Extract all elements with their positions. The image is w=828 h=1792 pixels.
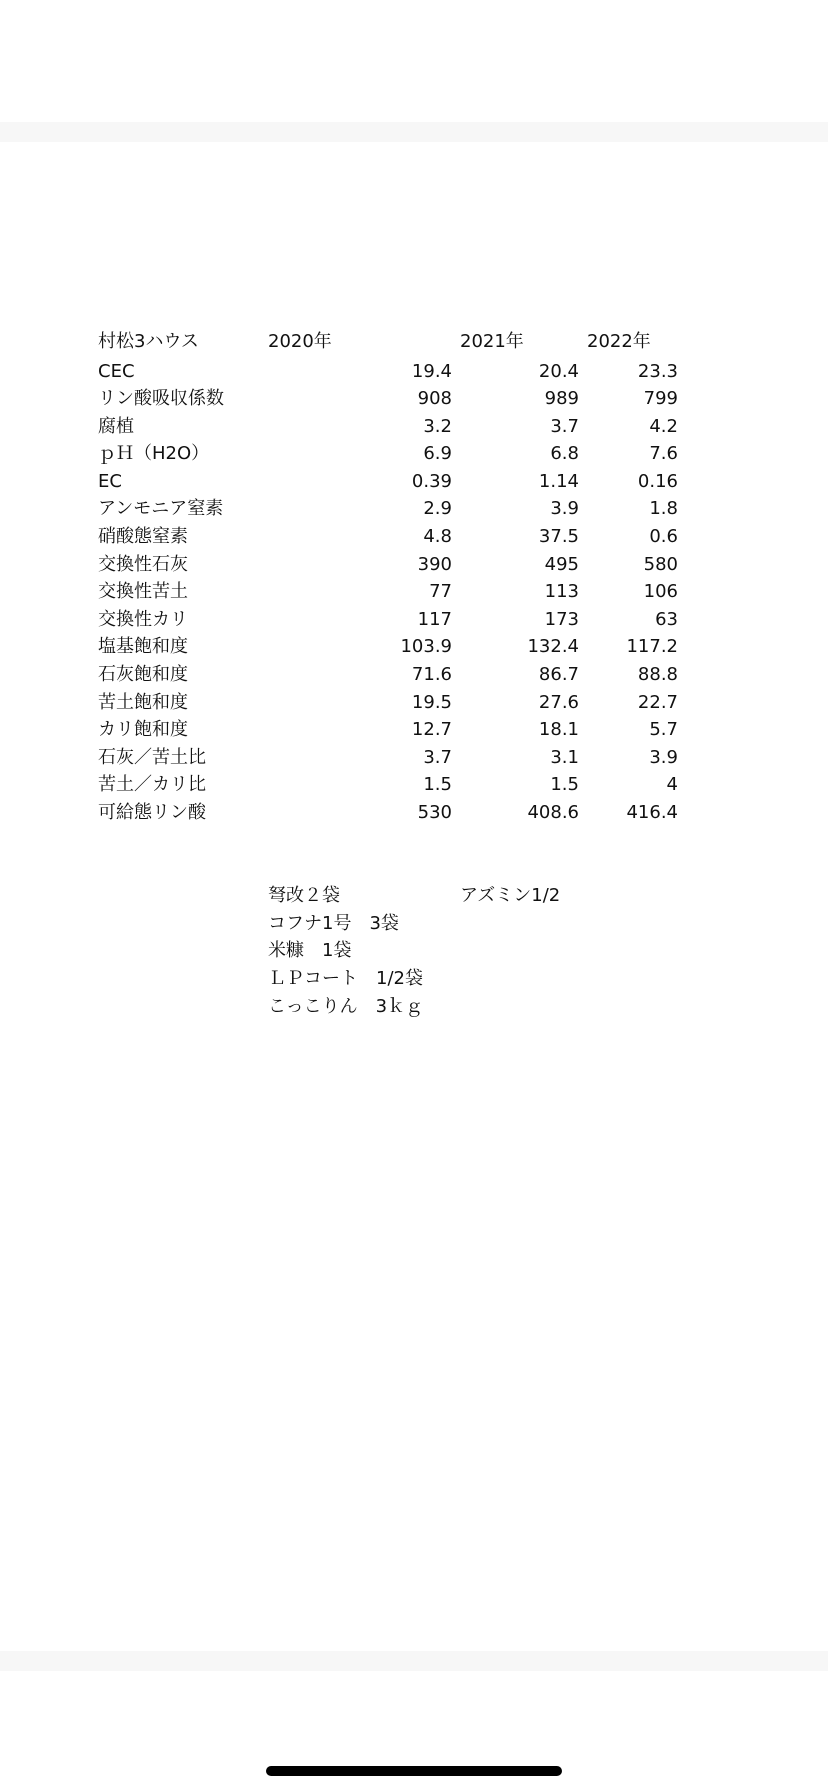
note-text: こっこりん 3ｋｇ [268,996,424,1017]
cell-value: 132.4 [527,636,579,657]
cell-value: 63 [655,609,678,630]
year-header-2021: 2021年 [460,331,524,352]
cell-value: 3.2 [423,416,452,437]
row-label: 交換性石灰 [98,554,188,575]
cell-value: 3.9 [550,498,579,519]
cell-value: 2.9 [423,498,452,519]
home-indicator[interactable] [266,1766,562,1776]
sheet-title: 村松3ハウス [98,331,199,352]
cell-value: 103.9 [400,636,452,657]
cell-value: 0.6 [649,526,678,547]
cell-value: 799 [643,388,678,409]
row-label: 硝酸態窒素 [98,526,188,547]
row-label: 腐植 [98,416,134,437]
cell-value: 88.8 [637,664,678,685]
cell-value: 0.16 [637,471,678,492]
year-header-2020: 2020年 [268,331,332,352]
cell-value: 1.14 [538,471,579,492]
cell-value: 1.5 [550,774,579,795]
cell-value: 37.5 [538,526,579,547]
cell-value: 113 [544,581,579,602]
row-label: 石灰／苦土比 [98,747,206,768]
cell-value: 4 [666,774,678,795]
note-text: ＬＰコート 1/2袋 [268,968,423,989]
cell-value: 22.7 [637,692,678,713]
cell-value: 390 [417,554,452,575]
row-label: 苦土飽和度 [98,692,188,713]
cell-value: 580 [643,554,678,575]
cell-value: 1.5 [423,774,452,795]
cell-value: 7.6 [649,443,678,464]
cell-value: 908 [417,388,452,409]
row-label: カリ飽和度 [98,719,188,740]
cell-value: 117.2 [626,636,678,657]
cell-value: 989 [544,388,579,409]
row-label: ｐＨ（H2O） [98,443,210,464]
cell-value: 5.7 [649,719,678,740]
cell-value: 3.7 [550,416,579,437]
cell-value: 20.4 [538,361,579,382]
cell-value: 19.5 [411,692,452,713]
row-label: 塩基飽和度 [98,636,188,657]
cell-value: 117 [417,609,452,630]
cell-value: 23.3 [637,361,678,382]
cell-value: 18.1 [538,719,579,740]
cell-value: 6.8 [550,443,579,464]
cell-value: 71.6 [411,664,452,685]
cell-value: 6.9 [423,443,452,464]
cell-value: 27.6 [538,692,579,713]
cell-value: 4.2 [649,416,678,437]
note-text: 米糠 1袋 [268,940,352,961]
cell-value: 12.7 [411,719,452,740]
cell-value: 495 [544,554,579,575]
cell-value: 408.6 [527,802,579,823]
row-label: 交換性カリ [98,609,188,630]
cell-value: 3.7 [423,747,452,768]
note-text: アズミン1/2 [460,885,561,906]
row-label: 交換性苦土 [98,581,188,602]
cell-value: 416.4 [626,802,678,823]
cell-value: 106 [643,581,678,602]
note-text: 弩改２袋 [268,885,340,906]
note-text: コフナ1号 3袋 [268,913,399,934]
row-label: リン酸吸収係数 [98,388,224,409]
row-label: 苦土／カリ比 [98,774,206,795]
row-label: CEC [98,361,135,382]
row-label: 可給態リン酸 [98,802,206,823]
cell-value: 19.4 [411,361,452,382]
cell-value: 86.7 [538,664,579,685]
cell-value: 77 [429,581,452,602]
year-header-2022: 2022年 [587,331,651,352]
row-label: EC [98,471,122,492]
row-label: 石灰飽和度 [98,664,188,685]
row-label: アンモニア窒素 [98,498,224,519]
cell-value: 530 [417,802,452,823]
cell-value: 4.8 [423,526,452,547]
cell-value: 1.8 [649,498,678,519]
cell-value: 173 [544,609,579,630]
cell-value: 3.1 [550,747,579,768]
cell-value: 0.39 [411,471,452,492]
cell-value: 3.9 [649,747,678,768]
